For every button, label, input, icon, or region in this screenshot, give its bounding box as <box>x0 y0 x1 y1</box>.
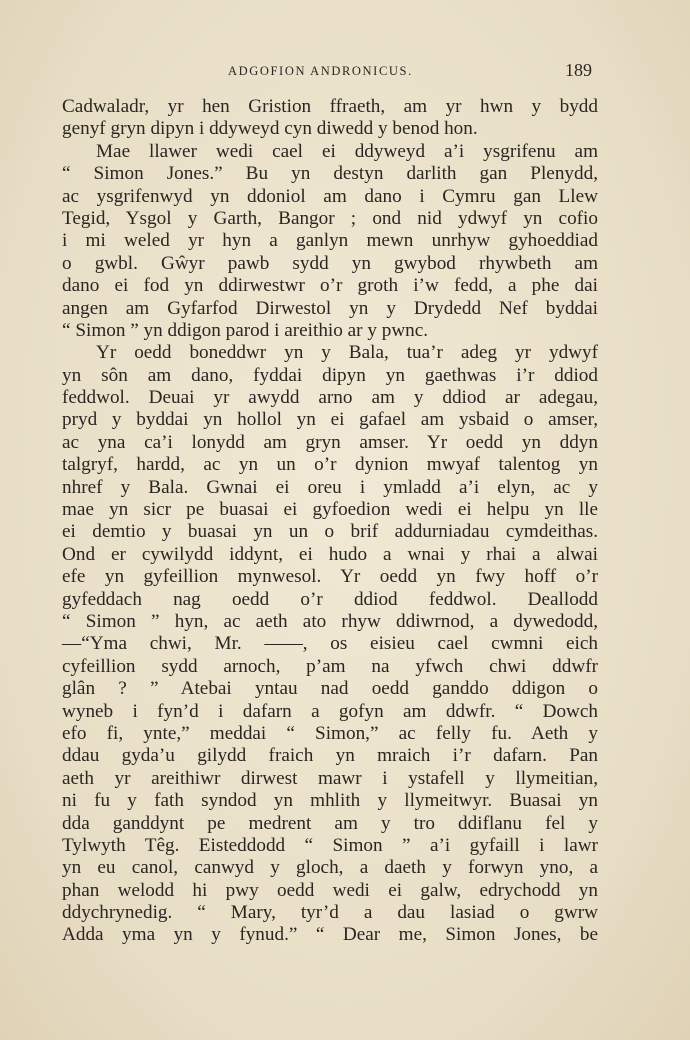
text-line: yn sôn am dano, fyddai dipyn yn gaethwas i’r ddiod <box>62 364 598 386</box>
text-line: feddwol. Deuai yr awydd arno am y ddiod ar adegau, <box>62 387 598 409</box>
text-line: angen am Gyfarfod Dirwestol yn y Drydedd Nef byddai <box>62 297 598 319</box>
text-line: mae yn sicr pe buasai ei gyfoedion wedi ei helpu yn lle <box>62 499 598 521</box>
text-line: dano ei fod yn ddirwestwr o’r groth i’w fedd, a phe dai <box>62 275 598 297</box>
text-line: Cadwaladr, yr hen Gristion ffraeth, am yr hwn y bydd <box>62 96 598 117</box>
text-line: ac ysgrifenwyd yn ddoniol am dano i Cymru gan Llew <box>62 185 598 207</box>
text-line: dda ganddynt pe medrent am y tro ddiflanu fel y <box>62 812 598 834</box>
text-line: cyfeillion sydd arnoch, p’am na yfwch chwi ddwfr <box>62 655 598 677</box>
text-line: ac yna ca’i lonydd am gryn amser. Yr oedd yn ddyn <box>62 431 598 453</box>
text-line: Ond er cywilydd iddynt, ei hudo a wnai y rhai a alwai <box>62 543 598 565</box>
text-line: gyfeddach nag oedd o’r ddiod feddwol. Deallodd <box>62 588 598 610</box>
text-line: efe yn gyfeillion mynwesol. Yr oedd yn fwy hoff o’r <box>62 566 598 588</box>
text-line: efo fi, ynte,” meddai “ Simon,” ac felly fu. Aeth y <box>62 722 598 744</box>
text-line: ddychrynedig. “ Mary, tyr’d a dau lasiad o gwrw <box>62 902 598 924</box>
page-header <box>0 62 690 82</box>
text-line: o gwbl. Gŵyr pawb sydd yn gwybod rhywbeth am <box>62 252 598 274</box>
text-line: ei demtio y buasai yn un o brif addurniadau cymdeithas. <box>62 521 598 543</box>
page-number: 189 <box>565 60 592 80</box>
text-line: yn eu canol, canwyd y gloch, a daeth y forwyn yno, a <box>62 857 598 879</box>
text-line: i mi weled yr hyn a ganlyn mewn unrhyw gyhoeddiad <box>62 230 598 252</box>
text-line: aeth yr areithiwr dirwest mawr i ystafell y llymeitian, <box>62 767 598 789</box>
text-line: nhref y Bala. Gwnai ei oreu i ymladd a’i elyn, ac y <box>62 476 598 498</box>
text-line: Yr oedd boneddwr yn y Bala, tua’r adeg yr ydwyf <box>96 342 598 364</box>
text-line: talgryf, hardd, ac yn un o’r dynion mwyaf talentog yn <box>62 454 598 476</box>
text-line: wyneb i fyn’d i dafarn a gofyn am ddwfr. “ Dowch <box>62 700 598 722</box>
text-line: phan welodd hi pwy oedd wedi ei galw, edrychodd yn <box>62 879 598 901</box>
text-line: —“Yma chwi, Mr. ——, os eisieu cael cwmni eich <box>62 633 598 655</box>
text-line: genyf gryn dipyn i ddyweyd cyn diwedd y benod hon. <box>62 118 478 140</box>
text-line: pryd y byddai yn hollol yn ei gafael am ysbaid o amser, <box>62 409 598 431</box>
text-line: “ Simon ” yn ddigon parod i areithio ar y pwnc. <box>62 319 429 341</box>
text-line: Tegid, Ysgol y Garth, Bangor ; ond nid ydwyf yn cofio <box>62 207 598 229</box>
text-line: Mae llawer wedi cael ei ddyweyd a’i ysgrifenu am <box>96 140 598 162</box>
text-line: ddau gyda’u gilydd fraich yn mraich i’r dafarn. Pan <box>62 745 598 767</box>
text-line: “ Simon Jones.” Bu yn destyn darlith gan Plenydd, <box>62 163 598 185</box>
text-line: ni fu y fath syndod yn mhlith y llymeitwyr. Buasai yn <box>62 790 598 812</box>
text-line: “ Simon ” hyn, ac aeth ato rhyw ddiwrnod, a dywedodd, <box>62 610 598 632</box>
running-title: ADGOFION ANDRONICUS. <box>228 64 413 78</box>
body-text <box>62 96 598 947</box>
text-line: Tylwyth Têg. Eisteddodd “ Simon ” a’i gyfaill i lawr <box>62 834 598 856</box>
text-line: glân ? ” Atebai yntau nad oedd ganddo ddigon o <box>62 678 598 700</box>
text-line: Adda yma yn y fynud.” “ Dear me, Simon Jones, be <box>62 924 598 946</box>
